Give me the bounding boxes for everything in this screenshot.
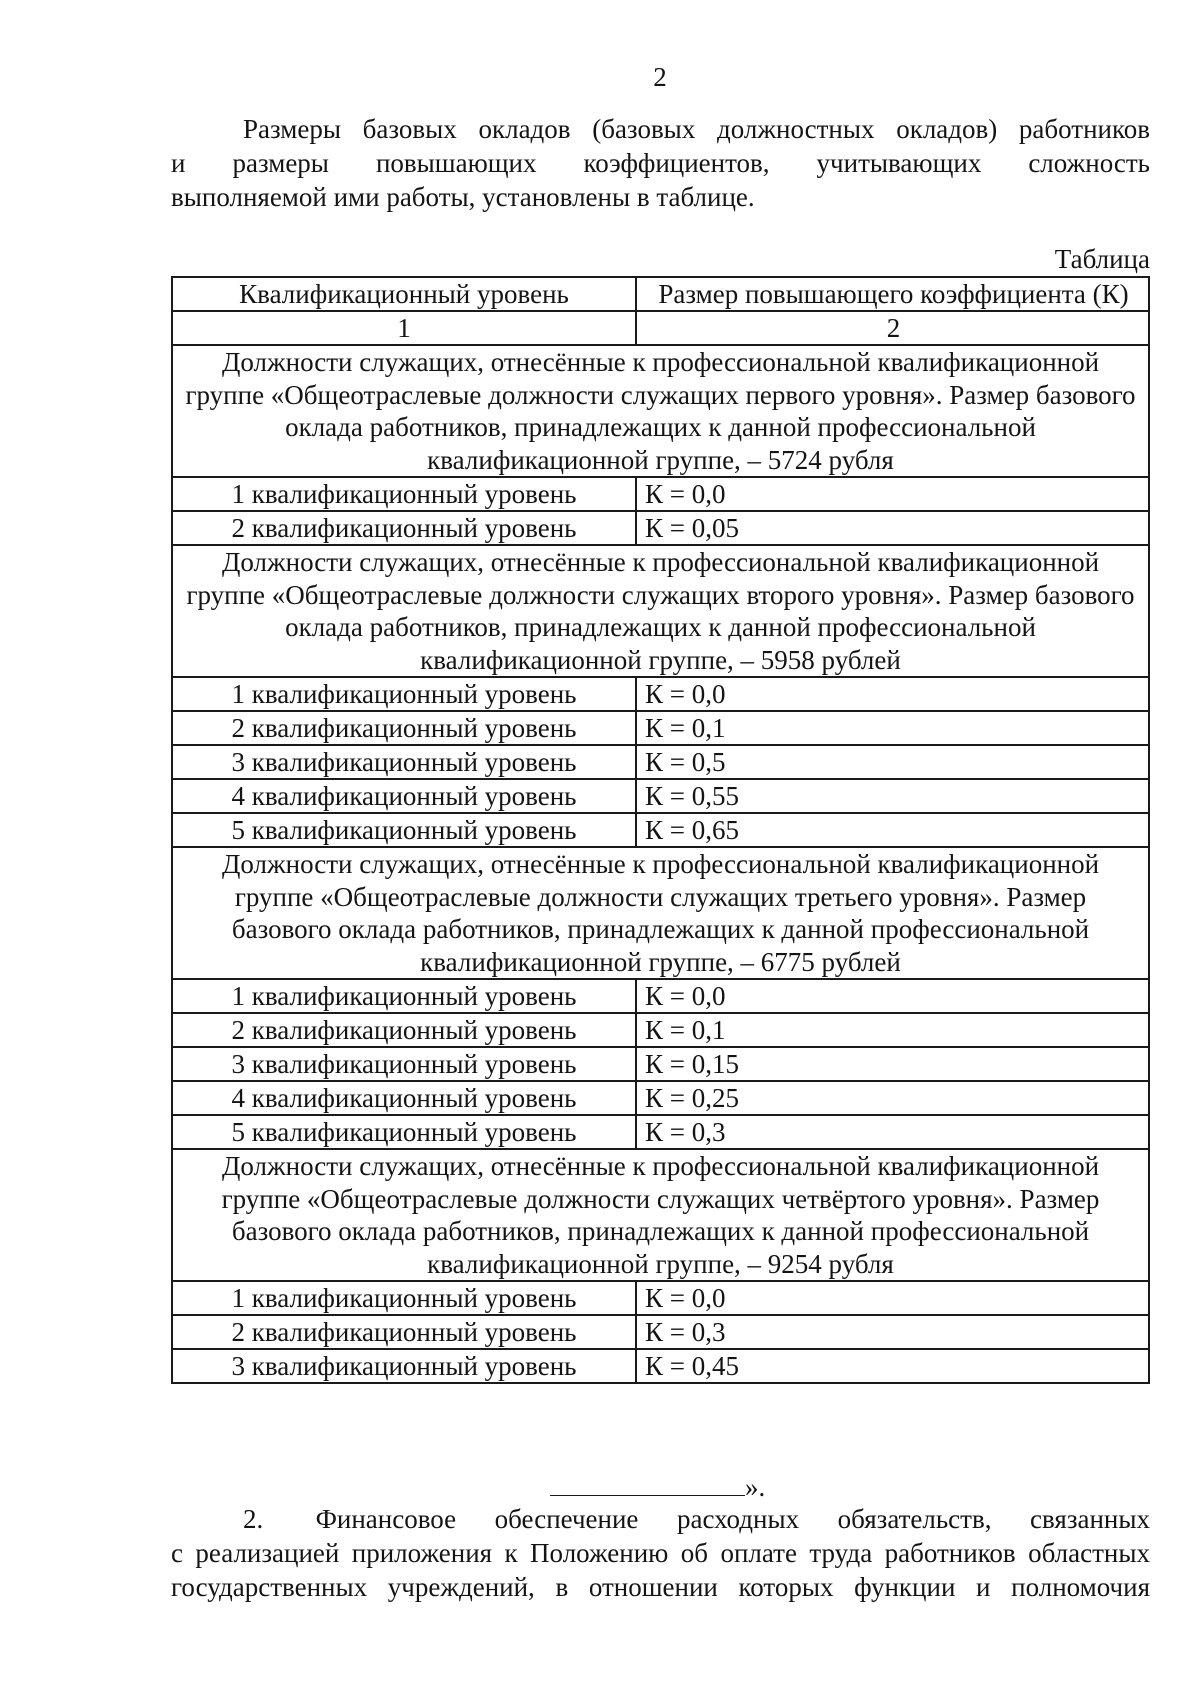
coefficient-cell: К = 0,3 [636,1115,1149,1149]
table-header-row [172,277,1149,311]
table-row [172,511,1149,545]
qualification-level-cell: 3 квалификационный уровень [172,1349,636,1383]
item-2-line: государственных учреждений, в отношении которых функции и полномочия [171,1572,1150,1602]
qualification-level-cell: 2 квалификационный уровень [172,711,636,745]
table-row [172,1281,1149,1315]
item-number: 2. [243,1504,264,1534]
header-coefficient: Размер повышающего коэффициента (К) [636,277,1149,311]
coefficients-table [171,276,1150,1384]
group-description-row [172,1149,1149,1281]
group-description: Должности служащих, отнесённые к профессиональной квалификационной группе «Общеотраслевые должности служащих третьего уровня». Размер базового оклада работников, принадлежащих к данной профессиональной квалификационной группе, – 6775 рублей [172,847,1149,979]
qualification-level-cell: 2 квалификационный уровень [172,1315,636,1349]
qualification-level-cell: 1 квалификационный уровень [172,677,636,711]
coefficient-cell: К = 0,3 [636,1315,1149,1349]
qualification-level-cell: 2 квалификационный уровень [172,1013,636,1047]
table-row [172,1115,1149,1149]
qualification-level-cell: 1 квалификационный уровень [172,1281,636,1315]
qualification-level-cell: 4 квалификационный уровень [172,1081,636,1115]
coefficient-cell: К = 0,0 [636,1281,1149,1315]
coefficient-cell: К = 0,45 [636,1349,1149,1383]
intro-line: Размеры базовых окладов (базовых должностных окладов) работников [243,114,1150,144]
item-2-paragraph [171,1502,1150,1604]
group-description: Должности служащих, отнесённые к профессиональной квалификационной группе «Общеотраслевые должности служащих четвёртого уровня». Размер базового оклада работников, принадлежащих к данной профессиональной квалификационной группе, – 9254 рубля [172,1149,1149,1281]
coefficient-cell: К = 0,1 [636,1013,1149,1047]
table-row [172,1013,1149,1047]
table-row [172,1047,1149,1081]
item-2-line [171,1502,1150,1536]
column-number: 2 [636,311,1149,345]
coefficient-cell: К = 0,55 [636,779,1149,813]
coefficient-cell: К = 0,0 [636,979,1149,1013]
table-row [172,677,1149,711]
column-number: 1 [172,311,636,345]
table-row [172,813,1149,847]
coefficient-cell: К = 0,65 [636,813,1149,847]
table-row [172,1315,1149,1349]
group-description-row [172,847,1149,979]
coefficient-cell: К = 0,05 [636,511,1149,545]
closing-quote: ». [745,1472,766,1502]
qualification-level-cell: 5 квалификационный уровень [172,1115,636,1149]
group-description-row [172,345,1149,477]
table-row [172,1349,1149,1383]
group-description: Должности служащих, отнесённые к профессиональной квалификационной группе «Общеотраслевые должности служащих первого уровня». Размер базового оклада работников, принадлежащих к данной профессиональной квалификационной группе, – 5724 рубля [172,345,1149,477]
header-qualification-level: Квалификационный уровень [172,277,636,311]
coefficient-cell: К = 0,0 [636,677,1149,711]
table-row [172,711,1149,745]
qualification-level-cell: 2 квалификационный уровень [172,511,636,545]
table-row [172,779,1149,813]
coefficient-cell: К = 0,5 [636,745,1149,779]
coefficient-cell: К = 0,25 [636,1081,1149,1115]
intro-paragraph [171,112,1150,214]
intro-line: и размеры повышающих коэффициентов, учитывающих сложность [171,148,1150,178]
item-2-first-line-text: Финансовое обеспечение расходных обязательств, связанных [315,1504,1151,1534]
qualification-level-cell: 5 квалификационный уровень [172,813,636,847]
table-row [172,745,1149,779]
qualification-level-cell: 1 квалификационный уровень [172,979,636,1013]
qualification-level-cell: 1 квалификационный уровень [172,477,636,511]
table-row [172,477,1149,511]
table-caption: Таблица [1054,244,1150,274]
qualification-level-cell: 3 квалификационный уровень [172,745,636,779]
table-row [172,1081,1149,1115]
page-number: 2 [653,62,667,92]
intro-line: выполняемой ими работы, установлены в таблице. [171,182,755,212]
table-row [172,979,1149,1013]
qualification-level-cell: 3 квалификационный уровень [172,1047,636,1081]
group-description-row [172,545,1149,677]
column-number-row [172,311,1149,345]
item-2-line: с реализацией приложения к Положению об оплате труда работников областных [171,1538,1150,1568]
qualification-level-cell: 4 квалификационный уровень [172,779,636,813]
coefficient-cell: К = 0,15 [636,1047,1149,1081]
coefficient-cell: К = 0,1 [636,711,1149,745]
underline-blank [550,1495,745,1496]
coefficient-cell: К = 0,0 [636,477,1149,511]
group-description: Должности служащих, отнесённые к профессиональной квалификационной группе «Общеотраслевые должности служащих второго уровня». Размер базового оклада работников, принадлежащих к данной профессиональной квалификационной группе, – 5958 рублей [172,545,1149,677]
closing-line [550,1472,765,1503]
